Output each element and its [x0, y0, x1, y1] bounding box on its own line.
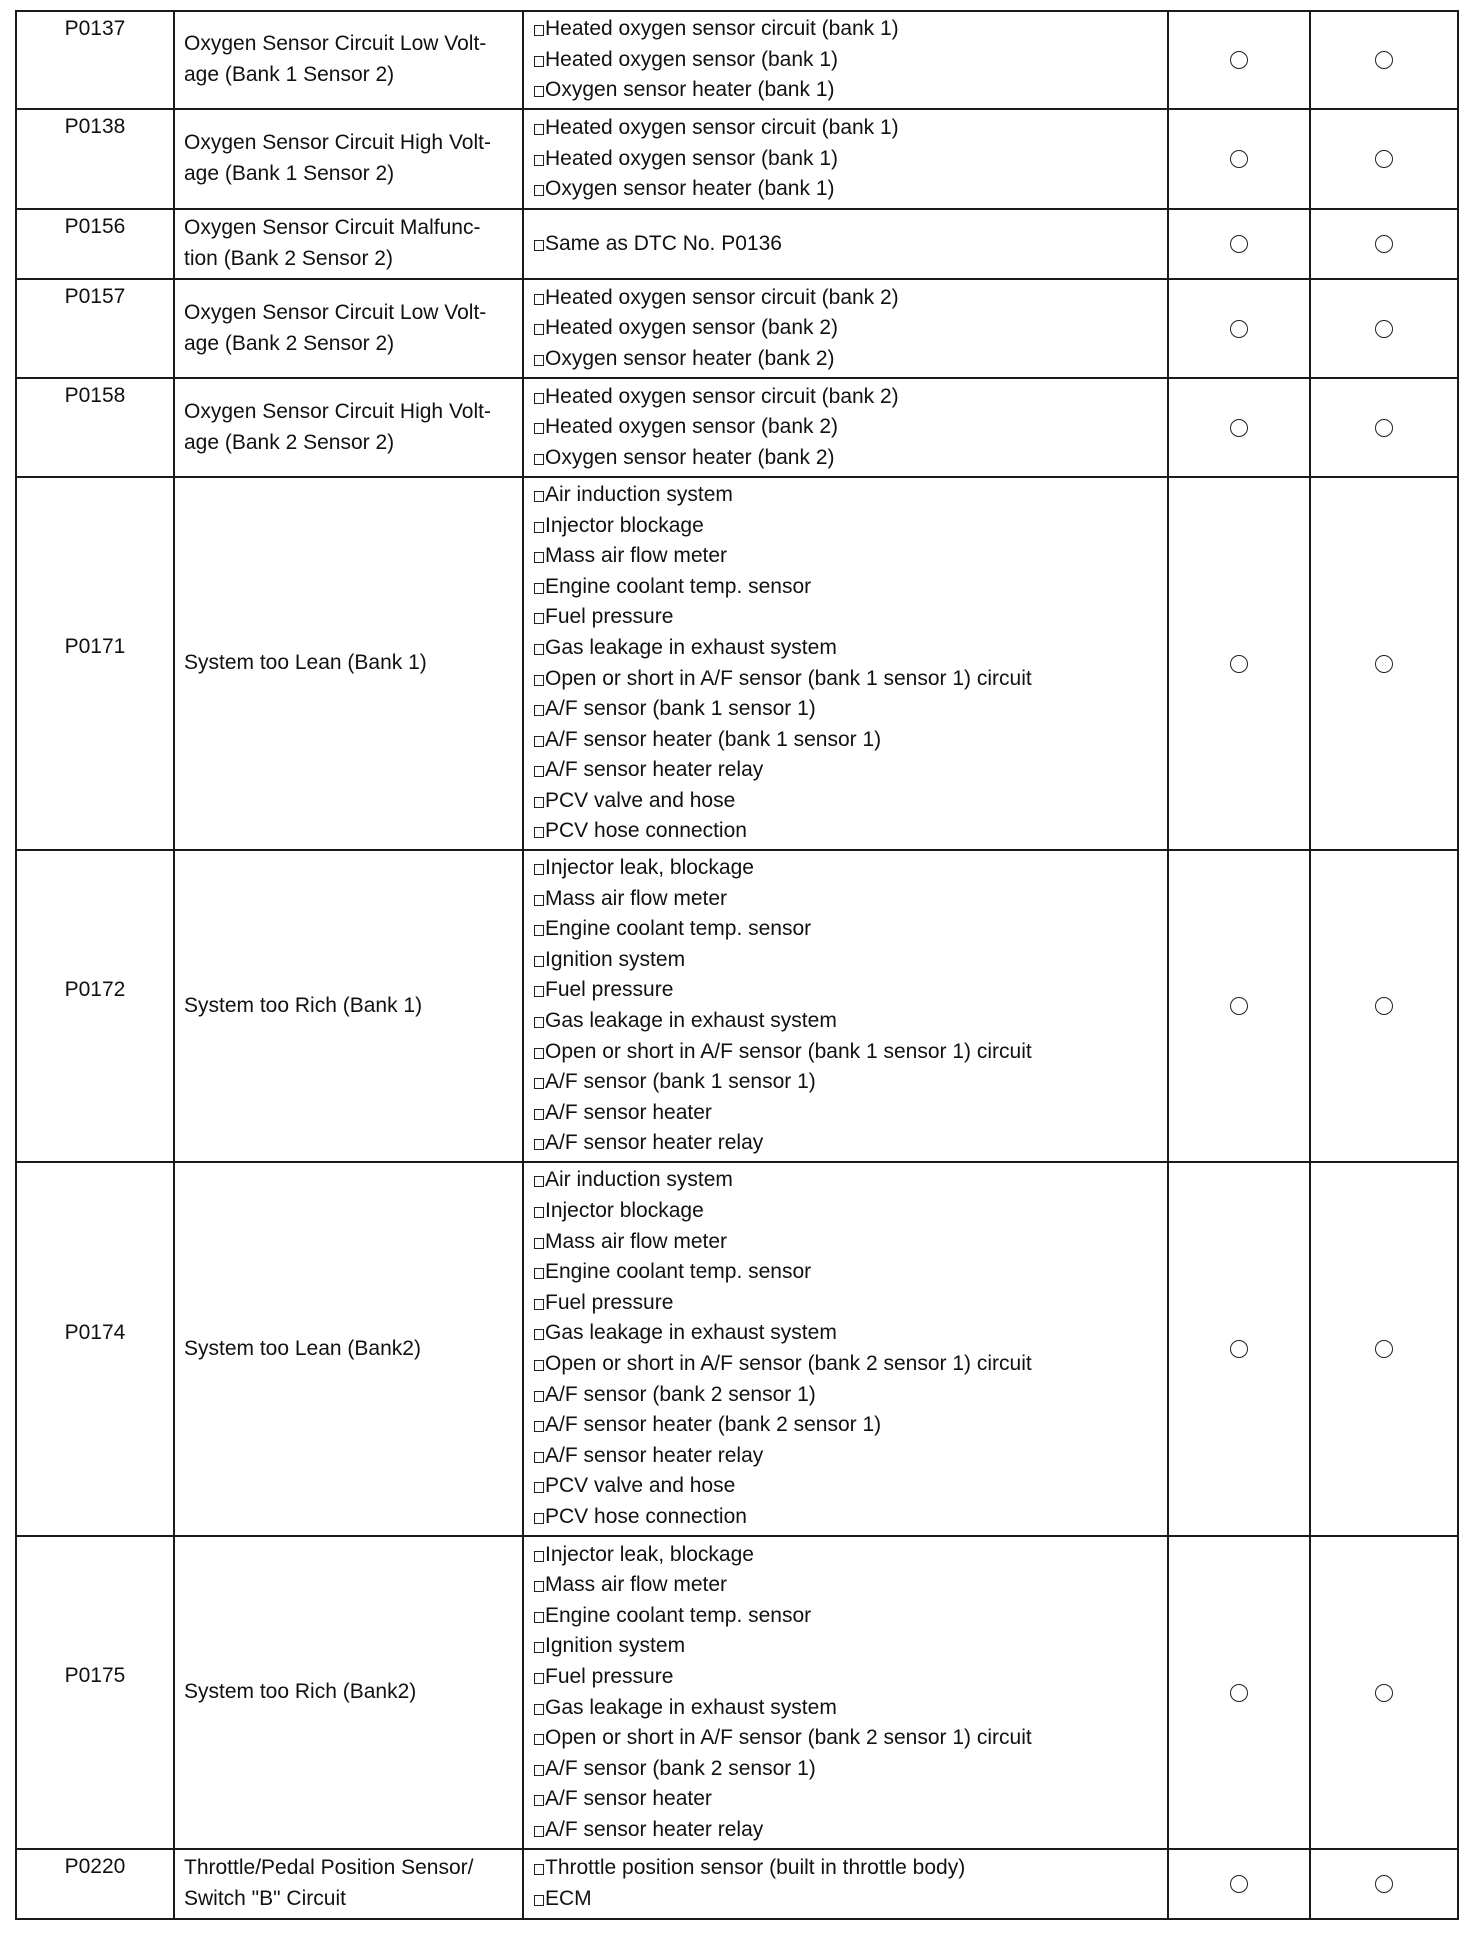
bullet-box-icon	[534, 1078, 544, 1089]
mil-cell	[1168, 109, 1310, 209]
trouble-area-cell	[523, 209, 1168, 279]
dtc-name-line: age (Bank 1 Sensor 2)	[184, 162, 395, 185]
bullet-box-icon	[534, 1360, 544, 1371]
dtc-code: P0174	[64, 1320, 126, 1344]
trouble-area-text: Mass air flow meter	[545, 886, 728, 910]
bullet-box-icon	[534, 1017, 544, 1028]
memory-circle-icon	[1375, 1875, 1393, 1893]
trouble-area-text: Engine coolant temp. sensor	[545, 574, 812, 598]
bullet-box-icon	[534, 986, 544, 997]
dtc-name-cell	[174, 1536, 523, 1849]
dtc-code: P0137	[64, 17, 126, 40]
trouble-area-item	[534, 853, 1167, 884]
trouble-area-item	[534, 511, 1167, 542]
trouble-area-item	[534, 975, 1167, 1006]
trouble-area-item	[534, 1723, 1167, 1754]
dtc-name-cell	[174, 11, 523, 109]
trouble-area-text: PCV valve and hose	[545, 788, 736, 812]
trouble-area-text: A/F sensor heater	[545, 1100, 712, 1124]
trouble-area-item	[534, 113, 1167, 144]
trouble-area-text: A/F sensor heater relay	[545, 1131, 764, 1155]
bullet-box-icon	[534, 355, 544, 366]
trouble-area-item	[534, 313, 1167, 344]
bullet-box-icon	[534, 613, 544, 624]
bullet-box-icon	[534, 56, 544, 67]
bullet-box-icon	[534, 1612, 544, 1623]
trouble-area-item	[534, 45, 1167, 76]
trouble-area-text: Engine coolant temp. sensor	[545, 1603, 812, 1627]
trouble-area-item	[534, 572, 1167, 603]
mil-circle-icon	[1230, 1875, 1248, 1893]
memory-cell	[1310, 378, 1458, 477]
dtc-name-line: Throttle/Pedal Position Sensor/	[184, 1856, 474, 1880]
trouble-area-item	[534, 1784, 1167, 1815]
dtc-code: P0171	[64, 635, 126, 659]
dtc-code: P0138	[64, 115, 126, 138]
trouble-area-text: Injector blockage	[545, 1199, 704, 1223]
dtc-table	[15, 10, 1459, 1920]
mil-cell	[1168, 11, 1310, 109]
dtc-code-cell	[16, 850, 174, 1162]
trouble-area-item	[534, 1128, 1167, 1159]
trouble-area-text: Mass air flow meter	[545, 544, 728, 568]
bullet-box-icon	[534, 552, 544, 563]
trouble-area-text: Heated oxygen sensor circuit (bank 1)	[545, 116, 899, 140]
trouble-area-text: Same as DTC No. P0136	[545, 231, 782, 255]
trouble-area-text: A/F sensor heater	[545, 1787, 712, 1811]
trouble-area-text: Oxygen sensor heater (bank 1)	[545, 78, 835, 102]
dtc-name-line: Oxygen Sensor Circuit High Volt-	[184, 399, 491, 423]
bullet-box-icon	[534, 583, 544, 594]
trouble-area-text: Oxygen sensor heater (bank 1)	[545, 177, 835, 201]
dtc-name-line: age (Bank 2 Sensor 2)	[184, 430, 395, 454]
memory-circle-icon	[1375, 235, 1393, 253]
bullet-box-icon	[534, 864, 544, 875]
dtc-name-cell	[174, 109, 523, 209]
mil-circle-icon	[1230, 1684, 1248, 1702]
mil-circle-icon	[1230, 419, 1248, 437]
trouble-area-item	[534, 914, 1167, 945]
trouble-area-item	[534, 1318, 1167, 1349]
trouble-area-text: A/F sensor (bank 2 sensor 1)	[545, 1382, 816, 1406]
trouble-area-item	[534, 541, 1167, 572]
bullet-box-icon	[534, 766, 544, 777]
trouble-area-item	[534, 382, 1167, 413]
memory-circle-icon	[1375, 997, 1393, 1015]
dtc-row	[16, 1162, 1458, 1536]
dtc-name-cell	[174, 850, 523, 1162]
dtc-row	[16, 378, 1458, 477]
bullet-box-icon	[534, 491, 544, 502]
dtc-row	[16, 850, 1458, 1162]
trouble-area-item	[534, 1631, 1167, 1662]
dtc-row	[16, 1849, 1458, 1919]
trouble-area-text: Open or short in A/F sensor (bank 1 sensor 1) circuit	[545, 666, 1032, 690]
mil-circle-icon	[1230, 997, 1248, 1015]
dtc-code-cell	[16, 209, 174, 279]
trouble-area-cell	[523, 109, 1168, 209]
trouble-area-text: Fuel pressure	[545, 1664, 674, 1688]
bullet-box-icon	[534, 240, 544, 251]
trouble-area-text: Heated oxygen sensor (bank 1)	[545, 146, 839, 170]
trouble-area-item	[534, 1570, 1167, 1601]
mil-cell	[1168, 1849, 1310, 1919]
bullet-box-icon	[534, 1048, 544, 1059]
memory-circle-icon	[1375, 150, 1393, 168]
dtc-row	[16, 11, 1458, 109]
bullet-box-icon	[534, 705, 544, 716]
trouble-area-text: Engine coolant temp. sensor	[545, 1260, 812, 1284]
trouble-area-cell	[523, 279, 1168, 378]
bullet-box-icon	[534, 1513, 544, 1524]
bullet-box-icon	[534, 895, 544, 906]
bullet-box-icon	[534, 797, 544, 808]
bullet-box-icon	[534, 294, 544, 305]
dtc-row	[16, 1536, 1458, 1849]
trouble-area-item	[534, 664, 1167, 695]
trouble-area-text: Gas leakage in exhaust system	[545, 1695, 837, 1719]
memory-cell	[1310, 477, 1458, 850]
memory-circle-icon	[1375, 320, 1393, 338]
dtc-name-line: Switch "B" Circuit	[184, 1887, 346, 1910]
trouble-area-item	[534, 1410, 1167, 1441]
trouble-area-item	[534, 1165, 1167, 1196]
dtc-code-cell	[16, 477, 174, 850]
memory-cell	[1310, 1849, 1458, 1919]
dtc-name-line: Oxygen Sensor Circuit Low Volt-	[184, 300, 487, 324]
bullet-box-icon	[534, 827, 544, 838]
trouble-area-text: Injector blockage	[545, 513, 704, 537]
bullet-box-icon	[534, 1329, 544, 1340]
trouble-area-item	[534, 633, 1167, 664]
trouble-area-item	[534, 1471, 1167, 1502]
trouble-area-item	[534, 755, 1167, 786]
trouble-area-text: Engine coolant temp. sensor	[545, 917, 812, 941]
trouble-area-cell	[523, 11, 1168, 109]
trouble-area-text: Ignition system	[545, 947, 686, 971]
trouble-area-text: Heated oxygen sensor circuit (bank 2)	[545, 285, 899, 309]
mil-cell	[1168, 1536, 1310, 1849]
bullet-box-icon	[534, 1826, 544, 1837]
bullet-box-icon	[534, 1299, 544, 1310]
bullet-box-icon	[534, 1268, 544, 1279]
dtc-name-line: tion (Bank 2 Sensor 2)	[184, 247, 393, 270]
trouble-area-text: Injector leak, blockage	[545, 1542, 754, 1566]
trouble-area-item	[534, 1067, 1167, 1098]
bullet-box-icon	[534, 1109, 544, 1120]
dtc-name-line: Oxygen Sensor Circuit High Volt-	[184, 131, 491, 155]
dtc-row	[16, 477, 1458, 850]
dtc-table-body	[16, 11, 1458, 1919]
trouble-area-text: PCV hose connection	[545, 819, 747, 843]
memory-circle-icon	[1375, 419, 1393, 437]
mil-circle-icon	[1230, 51, 1248, 69]
bullet-box-icon	[534, 675, 544, 686]
trouble-area-text: A/F sensor (bank 2 sensor 1)	[545, 1756, 816, 1780]
memory-cell	[1310, 209, 1458, 279]
trouble-area-item	[534, 1006, 1167, 1037]
trouble-area-text: Open or short in A/F sensor (bank 2 sensor 1) circuit	[545, 1352, 1032, 1375]
trouble-area-item	[534, 786, 1167, 817]
dtc-name-line: Oxygen Sensor Circuit Malfunc-	[184, 216, 481, 240]
trouble-area-item	[534, 144, 1167, 175]
dtc-code-cell	[16, 1536, 174, 1849]
mil-circle-icon	[1230, 235, 1248, 253]
trouble-area-text: Mass air flow meter	[545, 1573, 728, 1597]
dtc-code-cell	[16, 1849, 174, 1919]
bullet-box-icon	[534, 1421, 544, 1432]
trouble-area-text: Ignition system	[545, 1634, 686, 1658]
trouble-area-text: Fuel pressure	[545, 605, 674, 629]
trouble-area-text: Fuel pressure	[545, 1290, 674, 1314]
trouble-area-text: Heated oxygen sensor (bank 2)	[545, 415, 839, 439]
bullet-box-icon	[534, 1581, 544, 1592]
trouble-area-text: Gas leakage in exhaust system	[545, 1009, 837, 1032]
trouble-area-item	[534, 1502, 1167, 1533]
trouble-area-item	[534, 1037, 1167, 1068]
dtc-name-cell	[174, 378, 523, 477]
trouble-area-item	[534, 1884, 1167, 1915]
trouble-area-text: PCV hose connection	[545, 1504, 747, 1528]
dtc-code-cell	[16, 378, 174, 477]
dtc-code-cell	[16, 109, 174, 209]
trouble-area-item	[534, 443, 1167, 474]
bullet-box-icon	[534, 1673, 544, 1684]
mil-cell	[1168, 279, 1310, 378]
trouble-area-item	[534, 816, 1167, 847]
trouble-area-text: Open or short in A/F sensor (bank 2 sensor 1) circuit	[545, 1726, 1032, 1750]
trouble-area-text: Air induction system	[545, 1168, 733, 1192]
mil-circle-icon	[1230, 1340, 1248, 1358]
trouble-area-text: ECM	[545, 1887, 592, 1910]
trouble-area-item	[534, 1380, 1167, 1411]
trouble-area-item	[534, 1693, 1167, 1724]
dtc-name-cell	[174, 279, 523, 378]
dtc-code: P0156	[64, 215, 126, 238]
trouble-area-text: Fuel pressure	[545, 978, 674, 1002]
bullet-box-icon	[534, 1176, 544, 1187]
trouble-area-text: A/F sensor heater relay	[545, 758, 764, 782]
bullet-box-icon	[534, 956, 544, 967]
dtc-code-cell	[16, 1162, 174, 1536]
bullet-box-icon	[534, 1642, 544, 1653]
memory-cell	[1310, 850, 1458, 1162]
trouble-area-item	[534, 1540, 1167, 1571]
mil-cell	[1168, 378, 1310, 477]
bullet-box-icon	[534, 1551, 544, 1562]
trouble-area-item	[534, 1196, 1167, 1227]
trouble-area-text: Throttle position sensor (built in throttle body)	[545, 1856, 966, 1880]
trouble-area-text: Heated oxygen sensor (bank 2)	[545, 316, 839, 340]
trouble-area-item	[534, 14, 1167, 45]
trouble-area-item	[534, 283, 1167, 314]
dtc-name-line: System too Lean (Bank 1)	[184, 651, 427, 675]
memory-circle-icon	[1375, 51, 1393, 69]
trouble-area-text: Mass air flow meter	[545, 1229, 728, 1253]
dtc-code: P0158	[64, 384, 126, 407]
bullet-box-icon	[534, 644, 544, 655]
trouble-area-text: Heated oxygen sensor circuit (bank 1)	[545, 17, 899, 41]
dtc-name-cell	[174, 1849, 523, 1919]
bullet-box-icon	[534, 1765, 544, 1776]
trouble-area-item	[534, 884, 1167, 915]
trouble-area-item	[534, 1349, 1167, 1380]
dtc-row	[16, 209, 1458, 279]
trouble-area-cell	[523, 850, 1168, 1162]
memory-cell	[1310, 1162, 1458, 1536]
bullet-box-icon	[534, 1391, 544, 1402]
trouble-area-item	[534, 1227, 1167, 1258]
trouble-area-text: Injector leak, blockage	[545, 856, 754, 880]
mil-circle-icon	[1230, 320, 1248, 338]
dtc-code: P0220	[64, 1855, 126, 1878]
dtc-row	[16, 109, 1458, 209]
dtc-name-cell	[174, 1162, 523, 1536]
mil-cell	[1168, 1162, 1310, 1536]
trouble-area-text: A/F sensor (bank 1 sensor 1)	[545, 1070, 816, 1094]
dtc-code: P0157	[64, 285, 126, 308]
mil-cell	[1168, 209, 1310, 279]
trouble-area-text: Oxygen sensor heater (bank 2)	[545, 346, 835, 370]
trouble-area-item	[534, 1441, 1167, 1472]
trouble-area-text: A/F sensor heater relay	[545, 1817, 764, 1841]
trouble-area-text: A/F sensor heater (bank 2 sensor 1)	[545, 1413, 882, 1437]
bullet-box-icon	[534, 1139, 544, 1150]
dtc-code: P0172	[64, 977, 126, 1001]
trouble-area-cell	[523, 1849, 1168, 1919]
trouble-area-item	[534, 1098, 1167, 1129]
trouble-area-item	[534, 174, 1167, 205]
dtc-code-cell	[16, 11, 174, 109]
dtc-name-line: System too Rich (Bank 1)	[184, 993, 423, 1017]
dtc-name-line: Oxygen Sensor Circuit Low Volt-	[184, 32, 487, 56]
dtc-row	[16, 279, 1458, 378]
trouble-area-cell	[523, 1162, 1168, 1536]
bullet-box-icon	[534, 1238, 544, 1249]
trouble-area-item	[534, 1754, 1167, 1785]
bullet-box-icon	[534, 155, 544, 166]
memory-circle-icon	[1375, 1340, 1393, 1358]
bullet-box-icon	[534, 925, 544, 936]
trouble-area-item	[534, 480, 1167, 511]
mil-circle-icon	[1230, 655, 1248, 673]
memory-circle-icon	[1375, 1684, 1393, 1702]
bullet-box-icon	[534, 522, 544, 533]
trouble-area-item	[534, 75, 1167, 106]
trouble-area-item	[534, 1853, 1167, 1884]
memory-cell	[1310, 109, 1458, 209]
dtc-code: P0175	[64, 1664, 126, 1688]
mil-cell	[1168, 477, 1310, 850]
trouble-area-item	[534, 602, 1167, 633]
trouble-area-text: PCV valve and hose	[545, 1474, 736, 1498]
trouble-area-text: A/F sensor (bank 1 sensor 1)	[545, 697, 816, 721]
memory-cell	[1310, 1536, 1458, 1849]
bullet-box-icon	[534, 185, 544, 196]
trouble-area-item	[534, 945, 1167, 976]
dtc-name-line: System too Rich (Bank2)	[184, 1680, 417, 1704]
bullet-box-icon	[534, 1207, 544, 1218]
trouble-area-text: Open or short in A/F sensor (bank 1 sensor 1) circuit	[545, 1039, 1032, 1063]
trouble-area-text: Heated oxygen sensor (bank 1)	[545, 47, 839, 71]
trouble-area-text: Oxygen sensor heater (bank 2)	[545, 445, 835, 469]
trouble-area-item	[534, 412, 1167, 443]
bullet-box-icon	[534, 86, 544, 97]
trouble-area-item	[534, 344, 1167, 375]
trouble-area-text: A/F sensor heater relay	[545, 1443, 764, 1467]
trouble-area-text: Air induction system	[545, 482, 733, 506]
bullet-box-icon	[534, 736, 544, 747]
bullet-box-icon	[534, 1895, 544, 1906]
trouble-area-cell	[523, 477, 1168, 850]
trouble-area-item	[534, 1815, 1167, 1846]
trouble-area-text: Gas leakage in exhaust system	[545, 1321, 837, 1345]
trouble-area-item	[534, 1662, 1167, 1693]
trouble-area-item	[534, 1257, 1167, 1288]
bullet-box-icon	[534, 393, 544, 404]
trouble-area-text: Gas leakage in exhaust system	[545, 635, 837, 659]
trouble-area-item	[534, 725, 1167, 756]
trouble-area-cell	[523, 378, 1168, 477]
dtc-name-cell	[174, 209, 523, 279]
trouble-area-text: A/F sensor heater (bank 1 sensor 1)	[545, 727, 882, 751]
bullet-box-icon	[534, 1704, 544, 1715]
bullet-box-icon	[534, 1864, 544, 1875]
bullet-box-icon	[534, 124, 544, 135]
trouble-area-item	[534, 1288, 1167, 1319]
memory-circle-icon	[1375, 655, 1393, 673]
bullet-box-icon	[534, 324, 544, 335]
trouble-area-item	[534, 1601, 1167, 1632]
dtc-name-line: age (Bank 2 Sensor 2)	[184, 331, 395, 355]
trouble-area-text: Heated oxygen sensor circuit (bank 2)	[545, 384, 899, 408]
bullet-box-icon	[534, 1452, 544, 1463]
dtc-name-line: System too Lean (Bank2)	[184, 1336, 421, 1360]
trouble-area-item	[534, 694, 1167, 725]
dtc-name-cell	[174, 477, 523, 850]
bullet-box-icon	[534, 423, 544, 434]
dtc-code-cell	[16, 279, 174, 378]
bullet-box-icon	[534, 25, 544, 36]
trouble-area-cell	[523, 1536, 1168, 1849]
bullet-box-icon	[534, 1795, 544, 1806]
bullet-box-icon	[534, 454, 544, 465]
mil-cell	[1168, 850, 1310, 1162]
trouble-area-item	[534, 229, 1167, 260]
memory-cell	[1310, 11, 1458, 109]
bullet-box-icon	[534, 1734, 544, 1745]
bullet-box-icon	[534, 1482, 544, 1493]
dtc-name-line: age (Bank 1 Sensor 2)	[184, 63, 395, 86]
mil-circle-icon	[1230, 150, 1248, 168]
memory-cell	[1310, 279, 1458, 378]
